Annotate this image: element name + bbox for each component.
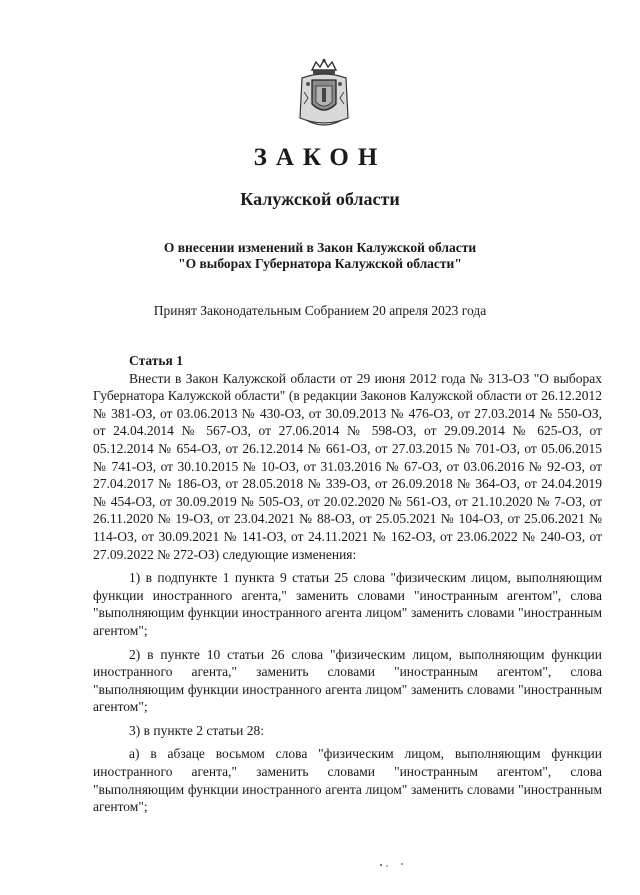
amendment-item-1: 1) в подпункте 1 пункта 9 статьи 25 слова "физическим лицом, выполняющим функции иностранного агента," заменить словами "иностранным агентом", слова "выполняющим функции иностранного агента лицом" заменить словами "иностранным агентом";	[93, 570, 602, 638]
coat-of-arms-icon	[296, 58, 352, 130]
amendment-item-3a: а) в абзаце восьмом слова "физическим лицом, выполняющим функции иностранного агента," заменить словами "иностранным агентом", слова "выполняющим функции иностранного агента лицом" заменить словами "иностранным агентом";	[93, 746, 602, 815]
region-name: Калужской области	[240, 189, 400, 209]
law-body	[93, 352, 602, 816]
amendment-item-2: 2) в пункте 10 статьи 26 слова "физическим лицом, выполняющим функции иностранного агента," заменить словами "иностранным агентом", слова "выполняющим функции иностранного агента лицом" заменить словами "иностранным агентом";	[93, 646, 602, 715]
law-subject	[0, 240, 640, 272]
article-heading: Статья 1	[129, 353, 183, 368]
subject-line-1: О внесении изменений в Закон Калужской области	[163, 240, 477, 255]
law-title: ЗАКОН	[253, 144, 387, 171]
adoption-line: Принят Законодательным Собранием 20 апреля 2023 года	[153, 303, 487, 318]
intro-paragraph: Внести в Закон Калужской области от 29 июня 2012 года № 313-ОЗ "О выборах Губернатора Калужской области" (в редакции Законов Калужской области от 26.12.2012 № 381-ОЗ, от 03.06.2013 № 430-ОЗ, от 30.09.2013 № 476-ОЗ, от 27.03.2014 № 550-ОЗ, от 24.04.2014 № 567-ОЗ, от 27.06.2014 № 598-ОЗ, от 29.09.2014 № 625-ОЗ, от 05.12.2014 № 654-ОЗ, от 26.12.2014 № 661-ОЗ, от 27.03.2015 № 701-ОЗ, от 05.06.2015 № 741-ОЗ, от 30.10.2015 № 10-ОЗ, от 31.03.2016 № 67-ОЗ, от 03.06.2016 № 92-ОЗ, от 27.04.2017 № 186-ОЗ, от 28.05.2018 № 339-ОЗ, от 26.09.2018 № 364-ОЗ, от 24.04.2019 № 454-ОЗ, от 30.09.2019 № 505-ОЗ, от 20.02.2020 № 561-ОЗ, от 21.10.2020 № 7-ОЗ, от 26.11.2020 № 19-ОЗ, от 23.04.2021 № 88-ОЗ, от 25.05.2021 № 104-ОЗ, от 25.06.2021 № 114-ОЗ, от 30.09.2021 № 141-ОЗ, от 24.11.2021 № 162-ОЗ, от 23.06.2022 № 240-ОЗ, от 27.09.2022 № 272-ОЗ) следующие изменения:	[93, 370, 602, 562]
scan-specks	[378, 860, 408, 868]
amendment-item-3: 3) в пункте 2 статьи 28:	[129, 722, 264, 738]
subject-line-2: "О выборах Губернатора Калужской области"	[178, 256, 462, 271]
